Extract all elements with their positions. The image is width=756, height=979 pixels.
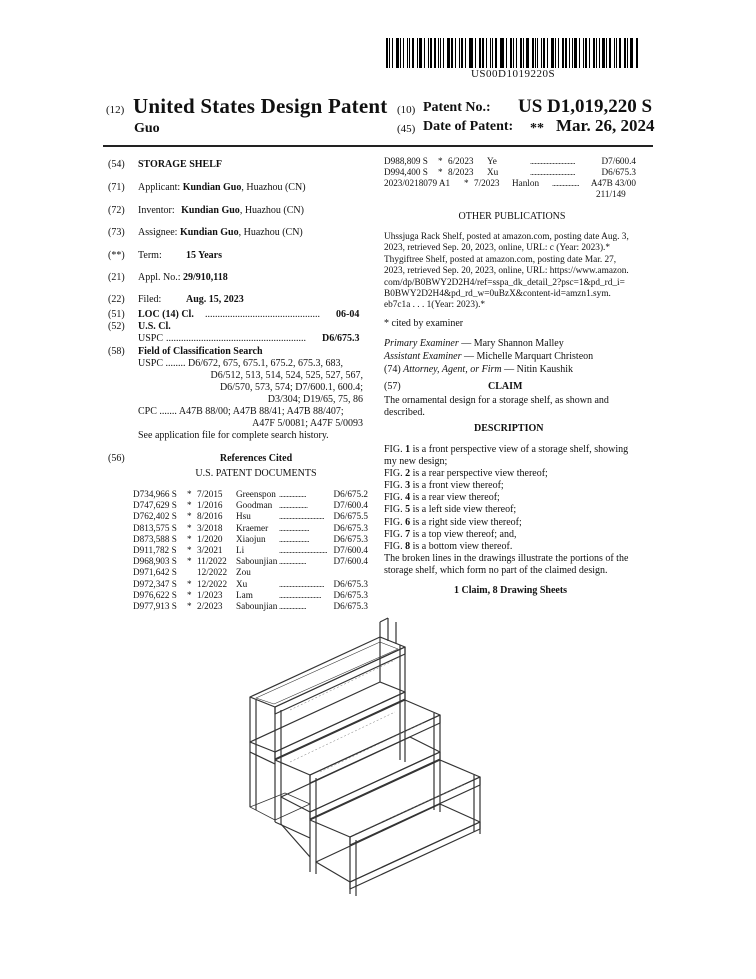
reference-no: D968,903 S [133,556,177,567]
reference-row [133,556,368,567]
description-line [384,565,628,577]
description-fragment: 1 [405,444,411,455]
barcode-gap [638,38,640,68]
description-line [384,492,628,504]
leader-dots: .............................................. [205,309,320,320]
reference-no: D813,575 S [133,522,177,533]
description-fragment: 7 [405,528,411,540]
claim-text: The ornamental design for a storage shelf, as shown and [384,395,609,406]
reference-cls: D6/675.3 [333,533,368,544]
doc-kind-title: United States Design Patent [133,94,388,118]
reference-star: * [187,511,192,522]
reference-dots: .................. [279,490,306,499]
description-fragment: storage shelf, which form no part of the claimed design. [384,564,608,576]
reference-no: D994,400 S [384,167,428,178]
description-fragment: FIG. [384,504,406,516]
reference-name: Zou [236,567,251,578]
field-code: (56) [108,453,125,464]
search-history-note: See application file for complete search history. [138,430,329,441]
reference-dots: ................... [279,501,308,511]
reference-cls: D7/600.4 [601,156,636,166]
reference-date: 8/2023 [448,167,474,178]
barcode [386,38,640,68]
reference-name: Li [236,544,245,555]
description-fragment: FIG. [384,480,406,492]
description-line [384,480,628,492]
term-value: 15 Years [186,250,223,261]
reference-cls: A47B 43/00 [590,178,636,189]
reference-no: D971,642 S [133,567,177,578]
description-fragment: is a bottom view thereof. [410,540,513,552]
description-line [384,456,628,468]
field-of-search-line: CPC ....... A47B 88/00; A47B 88/41; A47B 88/407; [138,406,344,417]
reference-star: * [438,167,443,178]
description-line [384,504,628,516]
reference-date: 7/2015 [197,489,223,499]
field-code: (58) [108,346,125,357]
term-label: Term: [138,250,162,261]
reference-cls: D6/675.3 [333,522,368,533]
reference-class-continued: 211/149 [596,189,626,199]
reference-date: 8/2016 [197,511,223,522]
reference-star: * [187,589,192,600]
reference-cls: D6/675.3 [333,589,368,600]
field-code: (72) [108,205,125,216]
assistant-examiner: Assistant Examiner — Michelle Marquart Christeon [384,351,594,362]
date-of-patent: Mar. 26, 2024 [556,116,655,135]
description-fragment: is a left side view thereof; [410,504,517,516]
attorney-line: (74) Attorney, Agent, or Firm — Nitin Kaushik [384,364,573,375]
reference-dots: .............................. [530,168,575,178]
reference-dots: .................. [279,601,306,611]
reference-name: Goodman [236,500,273,511]
description-fragment: is a rear perspective view thereof; [410,468,548,480]
reference-row [384,167,636,178]
reference-name: Kraemer [236,522,269,533]
field-code: (21) [108,272,125,283]
loc-class-label: LOC (14) Cl. [138,309,194,320]
reference-row [133,579,368,590]
references-table-continued [384,156,636,190]
description-fragment: is a right side view thereof; [410,516,522,528]
description-fragment: 3 [405,480,411,492]
other-publications-title: OTHER PUBLICATIONS [458,211,566,222]
reference-name: Greenspon [236,489,276,499]
storage-shelf-drawing [230,612,530,897]
reference-cls: D6/675.2 [333,489,368,499]
description-body [384,444,628,577]
reference-name: Sabounjian [236,600,278,611]
description-fragment: is a front perspective view of a storage shelf, showing [410,444,629,455]
reference-row [133,590,368,601]
reference-no: D972,347 S [133,578,177,589]
reference-row [133,567,368,578]
reference-date: 7/2023 [474,178,500,189]
description-line [384,553,628,565]
field-code: (**) [108,250,125,261]
description-fragment: 8 [405,540,411,552]
reference-star: * [187,544,192,555]
us-class-label: U.S. Cl. [138,321,171,332]
description-line [384,517,628,529]
applicant-line: Applicant: Kundian Guo, Huazhou (CN) [138,182,306,193]
reference-no: 2023/0218079 A1 [384,178,451,189]
reference-row [133,545,368,556]
description-fragment: my new design; [384,456,448,468]
description-fragment: is a rear view thereof; [410,492,500,504]
reference-cls: D7/600.4 [333,556,368,567]
reference-no: D911,782 S [133,544,177,555]
reference-star: * [187,578,192,589]
field-of-search-line: D6/570, 573, 574; D7/600.1, 600.4; [219,382,363,393]
reference-cls: D7/600.4 [333,500,368,511]
other-publications: Uhssjuga Rack Shelf, posted at amazon.com, posting date Aug. 3, 2023, retrieved Sep. 20, 2023, online, URL: c (Year: 2023).* Thygiftree Shelf, posted at amazon.com, posting date Mar. 27, 2023, retrieved Sep. 20, 2023, online, URL: https://www.amazon. com/dp/B0BWY2D2H4/ref=sspa_dk_detail_2?psc=1&pd_rd_i= B0BWY2D2H4&pd_rd_w=0uBzX&content-id=amzn1.sym. eb7c1a . . . 1(Year: 2023).* [384,232,629,311]
reference-star: * [187,522,192,533]
reference-row [133,534,368,545]
field-code: (51) [108,309,125,320]
reference-dots: .................. [552,179,579,189]
references-table [133,489,368,612]
description-title: DESCRIPTION [474,423,544,434]
reference-row [133,601,368,612]
reference-dots: .............................. [530,157,575,166]
reference-name: Xu [236,578,248,589]
reference-name: Lam [236,589,253,600]
reference-dots: .................. [279,557,306,567]
reference-date: 1/2023 [197,589,223,600]
reference-date: 12/2022 [197,578,228,589]
description-fragment: FIG. [384,528,406,540]
inventor-surname: Guo [134,121,160,136]
reference-date: 11/2022 [197,556,227,567]
leader-dots: ........................................................ [166,333,306,344]
reference-date: 3/2018 [197,522,223,533]
cited-by-examiner: * cited by examiner [384,318,464,329]
reference-no: D977,913 S [133,600,177,611]
field-code: (22) [108,294,125,305]
reference-no: D976,622 S [133,589,177,600]
assignee-line: Assignee: Kundian Guo, Huazhou (CN) [138,227,303,238]
patent-number: US D1,019,220 S [518,96,653,117]
reference-no: D873,588 S [133,533,177,544]
patent-no-code: (10) [397,104,416,116]
reference-date: 1/2016 [197,500,223,511]
description-fragment: FIG. [384,516,406,528]
doc-kind-code: (12) [106,104,125,116]
field-of-search-line: D6/512, 513, 514, 524, 525, 527, 567, [210,370,363,381]
reference-dots: .................... [279,523,309,533]
reference-no: D762,402 S [133,511,177,522]
reference-cls: D7/600.4 [333,544,368,555]
date-of-patent-label: Date of Patent: [423,119,514,134]
reference-star: * [187,533,192,544]
description-line [384,529,628,541]
field-of-search-label: Field of Classification Search [138,346,263,357]
loc-class-value: 06-04 [336,309,360,320]
reference-row [133,523,368,534]
reference-row [133,489,368,500]
reference-row [133,500,368,511]
description-fragment: FIG. [384,540,406,552]
reference-star: * [438,156,443,166]
description-fragment: is a front view thereof; [410,480,504,492]
barcode-number: US00D1019220S [470,68,556,80]
field-code: (73) [108,227,125,238]
reference-dots: .................... [279,534,309,544]
field-of-search-line: A47F 5/0081; A47F 5/0093 [252,418,363,429]
description-fragment: FIG. [384,492,406,504]
reference-name: Ye [487,156,497,166]
reference-cls: D6/675.3 [601,167,636,178]
description-fragment: The broken lines in the drawings illustrate the portions of the [384,552,629,564]
reference-star: * [464,178,469,189]
reference-no: D747,629 S [133,500,177,511]
reference-row [384,178,636,189]
description-line [384,468,628,480]
field-code: (71) [108,182,125,193]
reference-star: * [187,600,192,611]
description-fragment: is a top view thereof; and, [410,528,517,540]
header-divider [103,145,653,147]
description-line [384,541,628,553]
reference-name: Hsu [236,511,251,522]
field-code: (52) [108,321,125,332]
reference-dots: .............................. [279,512,324,522]
description-fragment: FIG. [384,444,406,455]
reference-name: Sabounjian [236,556,278,567]
patent-title: STORAGE SHELF [138,159,223,170]
patent-no-label: Patent No.: [423,100,491,115]
reference-cls: D6/675.3 [333,600,368,611]
claims-sheets-count: 1 Claim, 8 Drawing Sheets [454,585,568,596]
date-code: (45) [397,123,416,135]
primary-examiner: Primary Examiner — Mary Shannon Malley [384,338,564,349]
reference-dots: .............................. [279,579,324,589]
date-mark: ** [530,121,544,136]
reference-row [384,156,636,167]
reference-name: Xu [487,167,499,178]
reference-name: Hanlon [512,178,540,189]
reference-star: * [187,556,192,567]
filed-value: Aug. 15, 2023 [186,294,244,305]
reference-date: 1/2020 [197,533,223,544]
inventor-line: Inventor: Kundian Guo, Huazhou (CN) [138,205,304,216]
field-code: (54) [108,159,125,170]
uspc-label: USPC [138,333,164,344]
reference-date: 6/2023 [448,156,474,166]
references-cited-title: References Cited [219,453,293,464]
reference-date: 2/2023 [197,600,223,611]
description-fragment: 4 [405,492,411,504]
description-line [384,444,628,456]
appl-no-line: Appl. No.: 29/910,118 [138,272,228,283]
reference-dots: ................................ [279,545,327,555]
reference-date: 12/2022 [197,567,228,578]
reference-cls: D6/675.5 [333,511,368,522]
field-of-search-line: D3/304; D19/65, 75, 86 [267,394,363,405]
field-code: (57) [384,381,401,392]
reference-cls: D6/675.3 [333,578,368,589]
claim-text: described. [384,407,425,418]
reference-star: * [187,489,192,499]
us-patent-documents-title: U.S. PATENT DOCUMENTS [195,468,317,479]
description-fragment: 6 [405,516,411,528]
reference-date: 3/2021 [197,544,223,555]
reference-dots: ............................ [279,590,321,600]
field-of-search-line: USPC ........ D6/672, 675, 675.1, 675.2, 675.3, 683, [138,358,344,369]
description-fragment: FIG. [384,468,406,480]
claim-title: CLAIM [488,381,523,392]
reference-star: * [187,500,192,511]
description-fragment: 2 [405,468,411,480]
reference-name: Xiaojun [236,533,266,544]
uspc-value: D6/675.3 [322,333,360,344]
filed-label: Filed: [138,294,162,305]
description-fragment: 5 [405,504,411,516]
reference-row [133,511,368,522]
reference-no: D734,966 S [133,489,177,499]
reference-no: D988,809 S [384,156,428,166]
